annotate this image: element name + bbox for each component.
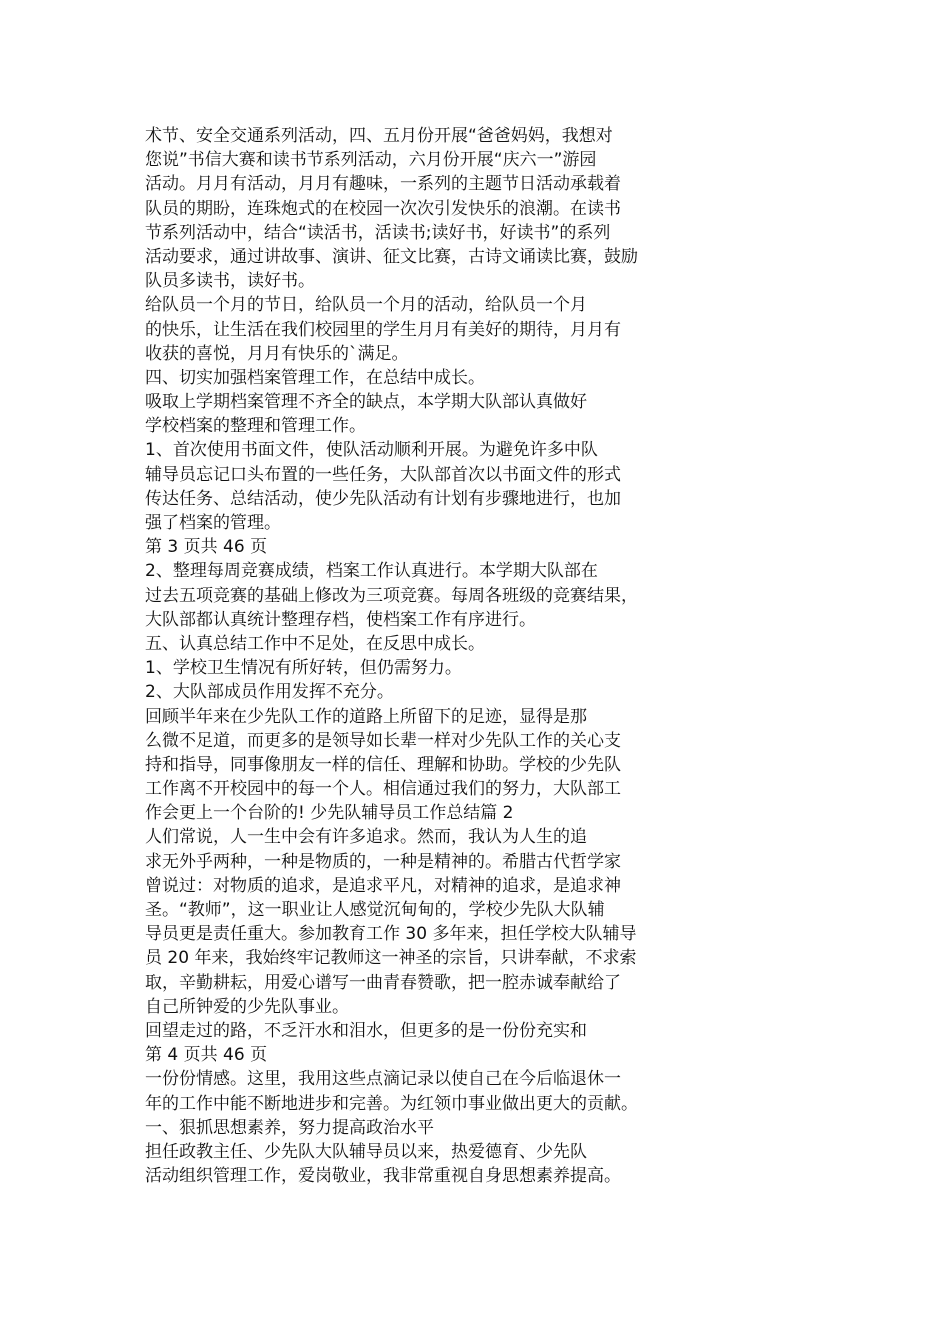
text-line: 年的工作中能不断地进步和完善。为红领巾事业做出更大的贡献。 [145, 1093, 638, 1114]
text-line: 活动。月月有活动，月月有趣味，一系列的主题节日活动承载着 [145, 174, 621, 195]
text-line: 曾说过：对物质的追求，是追求平凡，对精神的追求，是追求神 [145, 875, 621, 896]
text-line: 学校档案的整理和管理工作。 [145, 416, 366, 437]
text-line: 工作离不开校园中的每一个人。相信通过我们的努力，大队部工 [145, 779, 621, 800]
text-line: 辅导员忘记口头布置的一些任务，大队部首次以书面文件的形式 [145, 464, 621, 485]
text-line: 队员的期盼，连珠炮式的在校园一次次引发快乐的浪潮。在读书 [145, 198, 621, 219]
text-line: 求无外乎两种，一种是物质的，一种是精神的。希腊古代哲学家 [145, 851, 621, 872]
text-line: 强了档案的管理。 [145, 513, 281, 533]
text-line: 人们常说，人一生中会有许多追求。然而，我认为人生的追 [145, 827, 587, 848]
text-line: 么微不足道，而更多的是领导如长辈一样对少先队工作的关心支 [145, 730, 621, 751]
text-line: 1、首次使用书面文件，使队活动顺利开展。为避免许多中队 [145, 440, 598, 461]
text-line: 节系列活动中，结合“读活书，活读书;读好书，好读书”的系列 [145, 222, 611, 243]
text-line: 导员更是责任重大。参加教育工作 30 多年来，担任学校大队辅导 [145, 924, 637, 945]
text-line: 取，辛勤耕耘，用爱心谱写一曲青春赞歌，把一腔赤诚奉献给了 [145, 972, 621, 993]
text-line: 第 4 页共 46 页 [145, 1045, 268, 1066]
text-line: 术节、安全交通系列活动，四、五月份开展“爸爸妈妈，我想对 [145, 126, 613, 146]
text-line: 活动组织管理工作，爱岗敬业，我非常重视自身思想素养提高。 [145, 1166, 621, 1187]
text-line: 回顾半年来在少先队工作的道路上所留下的足迹，显得是那 [145, 706, 587, 727]
text-line: 您说”书信大赛和读书节系列活动，六月份开展“庆六一”游园 [145, 150, 597, 171]
text-line: 担任政教主任、少先队大队辅导员以来，热爱德育、少先队 [145, 1141, 587, 1162]
text-line: 给队员一个月的节日，给队员一个月的活动，给队员一个月 [145, 295, 587, 316]
text-line: 第 3 页共 46 页 [145, 537, 268, 558]
text-line: 队员多读书，读好书。 [145, 271, 315, 292]
text-line: 作会更上一个台阶的! 少先队辅导员工作总结篇 2 [145, 803, 514, 824]
text-line: 传达任务、总结活动，使少先队活动有计划有步骤地进行，也加 [145, 488, 621, 509]
text-line: 活动要求，通过讲故事、演讲、征文比赛，古诗文诵读比赛，鼓励 [145, 246, 638, 267]
text-line: 四、切实加强档案管理工作，在总结中成长。 [145, 367, 485, 388]
text-line: 1、学校卫生情况有所好转，但仍需努力。 [145, 658, 462, 679]
text-line: 过去五项竞赛的基础上修改为三项竞赛。每周各班级的竞赛结果， [145, 585, 638, 606]
text-line: 持和指导，同事像朋友一样的信任、理解和协助。学校的少先队 [145, 754, 621, 775]
text-line: 自己所钟爱的少先队事业。 [145, 996, 349, 1017]
text-line: 2、整理每周竞赛成绩，档案工作认真进行。本学期大队部在 [145, 561, 598, 582]
text-line: 的快乐，让生活在我们校园里的学生月月有美好的期待，月月有 [145, 319, 621, 340]
document-body [145, 124, 715, 1188]
text-line: 收获的喜悦，月月有快乐的`满足。 [145, 343, 409, 364]
text-line: 2、大队部成员作用发挥不充分。 [145, 682, 394, 703]
text-line: 员 20 年来，我始终牢记教师这一神圣的宗旨，只讲奉献，不求索 [145, 948, 637, 969]
text-line: 五、认真总结工作中不足处，在反思中成长。 [145, 633, 485, 654]
text-line: 吸取上学期档案管理不齐全的缺点，本学期大队部认真做好 [145, 392, 587, 413]
text-line: 回望走过的路，不乏汗水和泪水，但更多的是一份份充实和 [145, 1020, 587, 1041]
text-line: 一份份情感。这里，我用这些点滴记录以使自己在今后临退休一 [145, 1069, 621, 1090]
text-line: 圣。“教师”，这一职业让人感觉沉甸甸的，学校少先队大队辅 [145, 900, 605, 920]
text-line: 大队部都认真统计整理存档，使档案工作有序进行。 [145, 609, 536, 630]
text-line: 一、狠抓思想素养，努力提高政治水平 [145, 1117, 434, 1138]
